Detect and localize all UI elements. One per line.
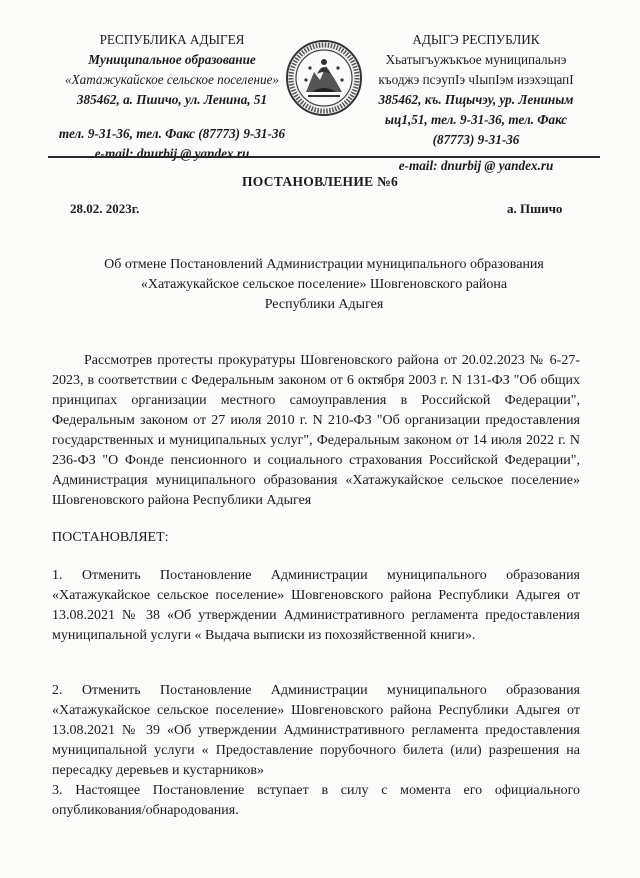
header-left-email: e-mail: dnurbij @ yandex.ru [94, 146, 250, 161]
header-left-municipality: Муниципальное образование [88, 52, 256, 67]
decree-item-2: 2. Отменить Постановление Администрации муниципального образования «Хатажукайское сельское поселение» Шовгеновского района Республики Адыгея от 13.08.2021 № 39 «Об утверждении Административного регламента предоставления муниципальной услуги « Предоставление порубочного билета (или) разрешения на пересадку деревьев и кустарников» [52, 683, 580, 778]
header-left-address: 385462, а. Пшичо, ул. Ленина, 51 [76, 92, 268, 107]
document-title: ПОСТАНОВЛЕНИЕ №6 [241, 174, 399, 189]
subject-line-3: Республики Адыгея [264, 297, 384, 312]
header-right-municipality: Хьатыгъужъкъое муниципальнэ [385, 52, 567, 67]
document-place: а. Пшичо [507, 201, 563, 216]
decree-item-3: 3. Настоящее Постановление вступает в силу с момента его официального опубликования/обнародования. [52, 783, 580, 818]
header-left-phone: тел. 9-31-36, тел. Факс (87773) 9-31-36 [58, 126, 286, 141]
subject-line-1: Об отмене Постановлений Администрации муниципального образования [104, 257, 544, 272]
header-divider [48, 156, 600, 158]
decree-item-1: 1. Отменить Постановление Администрации муниципального образования «Хатажукайское сельское поселение» Шовгеновского района Республики Адыгея от 13.08.2021 № 38 «Об утверждении Административного регламента предоставления муниципальной услуги « Выдача выписки из похозяйственной книги». [52, 568, 580, 643]
header-right [352, 30, 600, 176]
header-left-settlement: «Хатажукайское сельское поселение» [64, 72, 280, 87]
subject-line-2: «Хатажукайское сельское поселение» Шовгеновского района [140, 277, 508, 292]
header-right-settlement: къоджэ псэупІэ чІыпІэм изэхэщапІ [378, 72, 574, 87]
preamble-paragraph: Рассмотрев протесты прокуратуры Шовгеновского района от 20.02.2023 № 6-27-2023, в соответствии с Федеральным законом от 6 октября 2003 г. N 131-ФЗ "Об общих принципах организации местного самоуправления в Российской Федерации", Федеральным законом от 27 июля 2010 г. N 210-ФЗ "Об организации предоставления государственных и муниципальных услуг", Федеральным законом от 14 июля 2022 г. N 236-ФЗ "О Фонде пенсионного и социального страхования Российской Федерации", Администрация муниципального образования «Хатажукайское сельское поселение» Шовгеновского района Республики Адыгея [52, 353, 580, 508]
header-right-address: 385462, къ. Пщычэу, ур. Лениным [378, 92, 574, 107]
header-left [52, 30, 292, 164]
header-right-republic: АДЫГЭ РЕСПУБЛИК [412, 32, 540, 47]
decree-heading: ПОСТАНОВЛЯЕТ: [52, 530, 169, 545]
header-right-email: e-mail: dnurbij @ yandex.ru [398, 158, 554, 173]
header-right-address-phone: ыц1,51, тел. 9-31-36, тел. Факс [384, 112, 568, 127]
document-subject [70, 255, 578, 315]
document-date: 28.02. 2023г. [70, 201, 140, 216]
header-left-republic: РЕСПУБЛИКА АДЫГЕЯ [99, 32, 245, 47]
header-right-fax: (87773) 9-31-36 [432, 132, 520, 147]
